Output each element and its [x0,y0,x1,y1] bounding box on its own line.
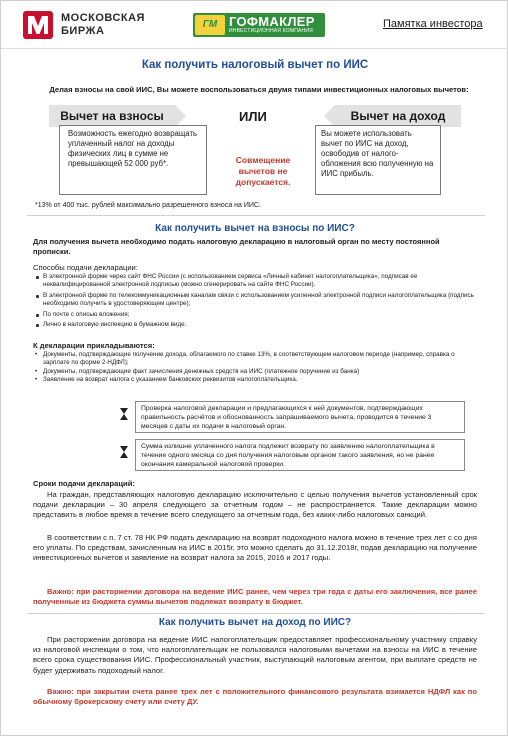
section2-text: При расторжении договора на ведение ИИС налогоплательщик предоставляет профессиональному участнику справку из налоговой инспекции о том, что налогоплательщик не пользовался налоговыми вычетами на взносы на ИИС в течение всего срока существования ИИС. Профессиональный участник, выступающий налоговым агентом, при выплате средств не будет удерживать подоходный налог. [33,635,477,675]
moex-logo-icon [23,11,53,39]
broker-mark-icon: ГМ [195,15,225,35]
memo-label: Памятка инвестора [383,18,483,30]
combination-note: Совмещение вычетов не допускается. [235,155,291,187]
method-item: В электронной форме через сайт ФНС России (с использованием сервиса «Личный кабинет налогоплательщика», подписав ее неквалифицированной электронной подписью (можно сгенерировать на сайте ФНС России). [35,273,475,290]
intro-text: Делая взносы на свой ИИС, Вы можете воспользоваться двумя типами инвестиционных налоговых вычетов: [49,85,469,94]
method-item: В электронной форме по телекоммуникационным каналам связи с использованием усиленной электронной подписи налогоплательщика (подпись необходимо получить в удостоверяющем центре); [35,292,475,309]
moex-name [61,12,145,38]
divider-2 [27,613,485,614]
deduction-b-tab: Вычет на доход [335,105,461,127]
deduction-a-tab: Вычет на взносы [49,105,175,127]
deduction-a-box: Возможность ежегодно возвращать уплаченный налог на доходы физических лиц в сумме не превышающей 52 000 руб*. [59,125,207,195]
attachment-item: • Документы, подтверждающие получение дохода, облагаемого по ставке 13%, в соответствующем налоговом периоде (например, справка о зарплате по форме 2-НДФЛ); [35,351,475,368]
section2-warning: Важно: при закрытии счета ранее трех лет с положительного финансового результата взимается НДФЛ как по обычному брокерскому счету или счету ДУ. [33,687,477,707]
hourglass-icon [119,407,129,421]
attachment-item: • Документы, подтверждающие факт зачисления денежных средств на ИИС (платежное поручение из банка) [35,368,475,376]
methods-list [35,273,475,329]
section1-warning: Важно: при расторжении договора на ведение ИИС ранее, чем через три года с даты его заключения, все ранее полученные из бюджета суммы вычетов подлежат возврату в бюджет. [33,587,477,607]
page-header [1,1,508,49]
hourglass-icon [119,445,129,459]
attachment-item: • Заявление на возврат налога с указанием банковских реквизитов налогоплательщика. [35,376,475,384]
section1-title: Как получить вычет на взносы по ИИС? [155,223,355,234]
deadlines-paragraph-1: На граждан, представляющих налоговую декларацию исключительно с целью получения вычетов установленный срок подачи декларации – 30 апреля следующего за отчетным годом – не распространяется. Такие декларации можно представить в любое время в течение всего следующего за отчетным года, без каких-либо налоговых санкций. [33,490,477,520]
deadlines-paragraph-2: В соответствии с п. 7 ст. 78 НК РФ подать декларацию на возврат подоходного налога можно в течение трех лет с со дня его уплаты. По средствам, зачисленным на ИИС в 2015г, это можно сделать до 31.12.2018г, подав декларацию на получение инвестиционных вычетов и заявление на возврат налога за 2015, 2016 и 2017 годы. [33,533,477,563]
divider-1 [27,215,485,216]
attachments-title: К декларации прикладываются: [33,341,155,350]
broker-subtitle: ИНВЕСТИЦИОННАЯ КОМПАНИЯ [229,28,313,34]
footnote: *13% от 400 тыс. рублей максимально разрешенного взноса на ИИС. [35,202,261,209]
section2-title: Как получить вычет на доход по ИИС? [158,617,352,628]
review-period-box: Проверка налоговой декларации и предлагающихся к ней документов, подтверждающих правильность расчётов и обоснованность запрашиваемого вычета, проводится в течение 3 месяцев с даты их подачи в налоговый орган. [135,401,465,433]
moex-name-line2: БИРЖА [61,25,105,37]
refund-period-box: Сумма излишне уплаченного налога подлежит возврату по заявлению налогоплательщика в течение одного месяца со дня получения налоговым органом такого заявления, но не ранее окончания камеральной налоговой проверки. [135,439,465,471]
page-title: Как получить налоговый вычет по ИИС [141,59,369,71]
broker-logo [193,13,325,37]
deduction-b-box: Вы можете использовать вычет по ИИС на доход, освободив от налого-обложения всю полученную на ИИС прибыль. [315,125,441,195]
deadlines-title: Сроки подачи деклараций: [33,479,135,488]
method-item: По почте с описью вложения; [35,311,475,319]
or-label: ИЛИ [239,109,267,124]
broker-name: ГОФМАКЛЕР [229,14,315,29]
section1-lead: Для получения вычета необходимо подать налоговую декларацию в налоговый орган по месту постоянной прописки. [33,237,440,256]
method-item: Лично в налоговую инспекцию в бумажном виде. [35,321,475,329]
methods-title: Способы подачи декларации: [33,263,138,272]
moex-name-line1: МОСКОВСКАЯ [61,12,145,24]
attachments-list [35,351,475,385]
